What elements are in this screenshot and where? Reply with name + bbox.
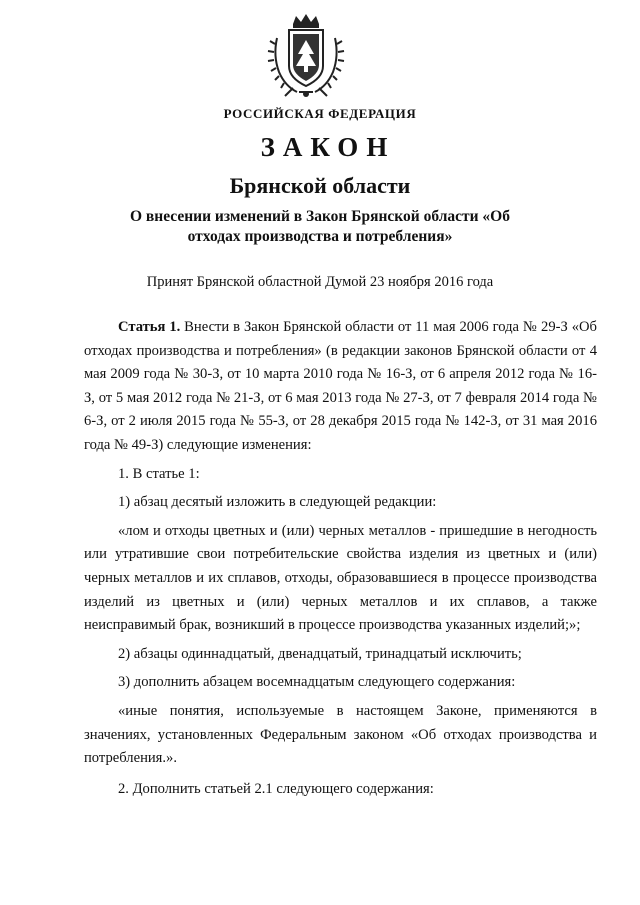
document-type-title: ЗАКОН	[260, 132, 396, 162]
item-1-text: 1. В статье 1:	[118, 465, 200, 482]
subitem-1-text: 1) абзац десятый изложить в следующей редакции:	[118, 494, 437, 511]
article-1-paragraph	[84, 316, 597, 458]
subitem-3-text: 3) дополнить абзацем восемнадцатым следующего содержания:	[118, 674, 516, 691]
federation-heading: РОССИЙСКАЯ ФЕДЕРАЦИЯ	[223, 106, 417, 121]
subitem-2-text: 2) абзацы одиннадцатый, двенадцатый, тринадцатый исключить;	[118, 645, 522, 662]
coat-of-arms-icon	[263, 12, 349, 100]
article-intro-text: Внести в Закон Брянской области от 11 мая 2006 года № 29-З «Об отходах производства и потребления» (в редакции законов Брянской области от 4 мая 2009 года № 30-З, от 10 марта 2010 года № 16-З, от 6 апреля 2012 года № 16-З, от 5 мая 2012 года № 21-З, от 6 мая 2013 года № 27-З, от 7 февраля 2014 года № 6-З, от 2 июля 2015 года № 55-З, от 28 декабря 2015 года № 142-З, от 31 мая 2016 года № 49-З) следующие изменения:	[84, 319, 597, 453]
law-subject-title: О внесении изменений в Закон Брянской области «Об отходах производства и потребления»	[130, 208, 510, 245]
article-label: Статья 1.	[118, 319, 181, 335]
item-2-text: 2. Дополнить статьей 2.1 следующего содержания:	[118, 780, 434, 797]
quote-1-text: «лом и отходы цветных и (или) черных металлов - пришедшие в негодность или утратившие свои потребительские свойства изделия из цветных и (или) черных металлов и их сплавов, отходы, образовавшиеся в процессе производства изделий из цветных и (или) черных металлов и их сплавов, а также неисправимый брак, возникший в процессе производства указанных изделий;»;	[84, 522, 597, 634]
adoption-line: Принят Брянской областной Думой 23 ноября 2016 года	[146, 274, 494, 290]
quote-2-text: «иные понятия, используемые в настоящем Законе, применяются в значениях, установленных Федеральным законом «Об отходах производства и потребления.».	[84, 702, 597, 767]
region-title: Брянской области	[229, 173, 411, 198]
law-body	[84, 316, 597, 801]
